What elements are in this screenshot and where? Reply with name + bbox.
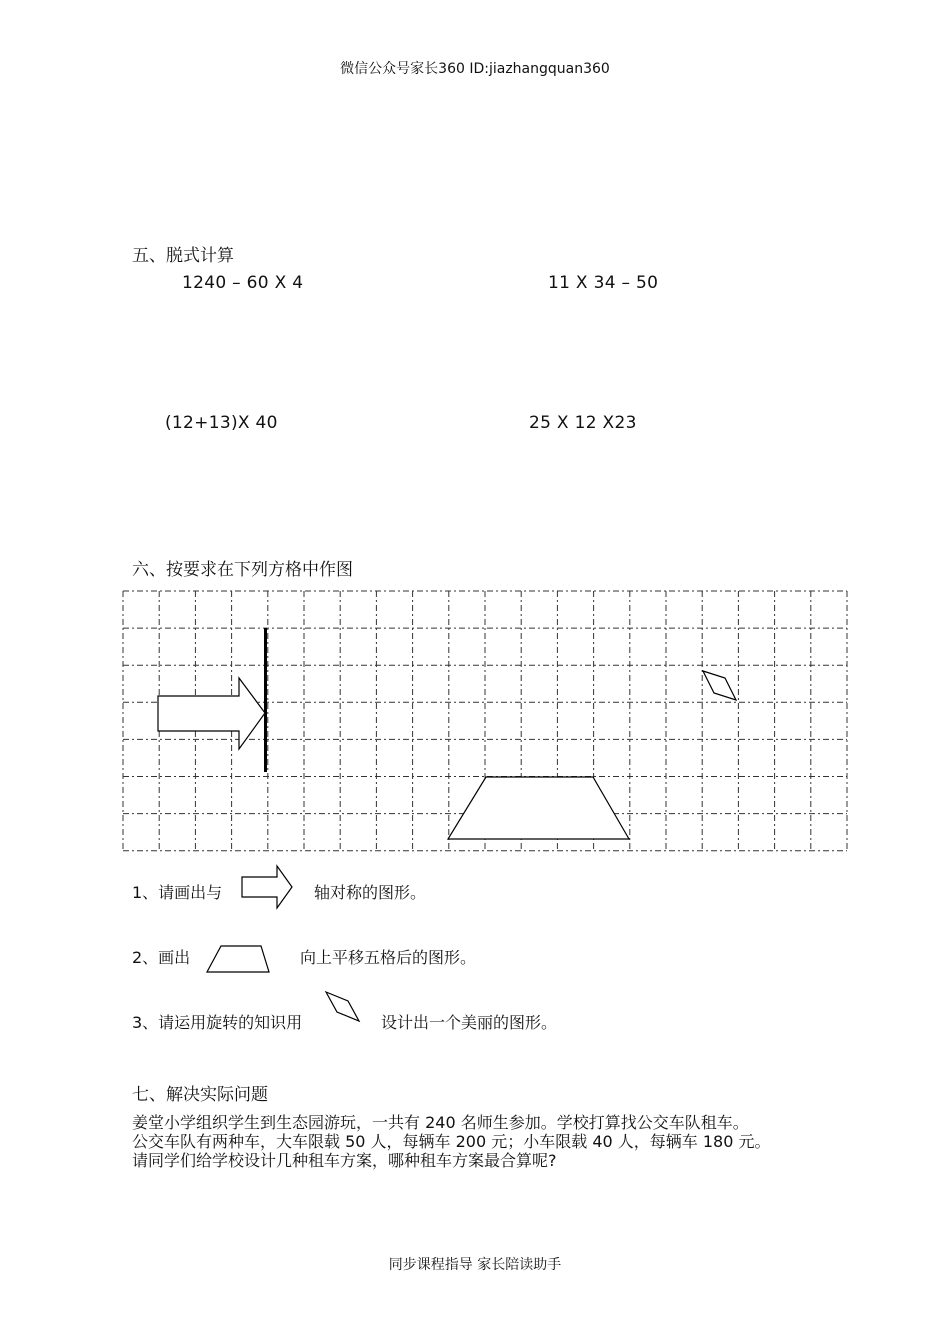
parallelogram-shape [703, 671, 736, 700]
task-1-suffix: 轴对称的图形。 [314, 883, 427, 902]
expression-3: (12+13)X 40 [165, 413, 278, 433]
task-3-suffix: 设计出一个美丽的图形。 [381, 1013, 558, 1032]
arrow-shape [158, 678, 265, 749]
trapezoid-icon [205, 944, 273, 976]
trapezoid-shape [448, 777, 629, 839]
page-header: 微信公众号家长360 ID:jiazhangquan360 [340, 61, 610, 77]
section-5-title: 五、脱式计算 [132, 246, 234, 266]
expression-2: 11 X 34 – 50 [548, 273, 659, 293]
arrow-icon [240, 864, 296, 910]
parallelogram-icon [324, 990, 362, 1024]
problem-line-1: 姜堂小学组织学生到生态园游玩，一共有 240 名师生参加。学校打算找公交车队租车。 [132, 1113, 749, 1132]
problem-line-3: 请同学们给学校设计几种租车方案，哪种租车方案最合算呢? [132, 1151, 557, 1170]
section-6-title: 六、按要求在下列方格中作图 [132, 560, 353, 580]
task-2-suffix: 向上平移五格后的图形。 [300, 948, 477, 967]
section-7-title: 七、解决实际问题 [132, 1085, 268, 1105]
task-1-prefix: 1、请画出与 [132, 883, 223, 902]
page-footer: 同步课程指导 家长陪读助手 [388, 1257, 562, 1273]
expression-1: 1240 – 60 X 4 [182, 273, 304, 293]
problem-line-2: 公交车队有两种车，大车限载 50 人，每辆车 200 元；小车限载 40 人，每辆车 180 元。 [132, 1132, 771, 1151]
task-2-prefix: 2、画出 [132, 948, 191, 967]
task-3-prefix: 3、请运用旋转的知识用 [132, 1013, 303, 1032]
expression-4: 25 X 12 X23 [529, 413, 637, 433]
word-problem [132, 1113, 832, 1170]
